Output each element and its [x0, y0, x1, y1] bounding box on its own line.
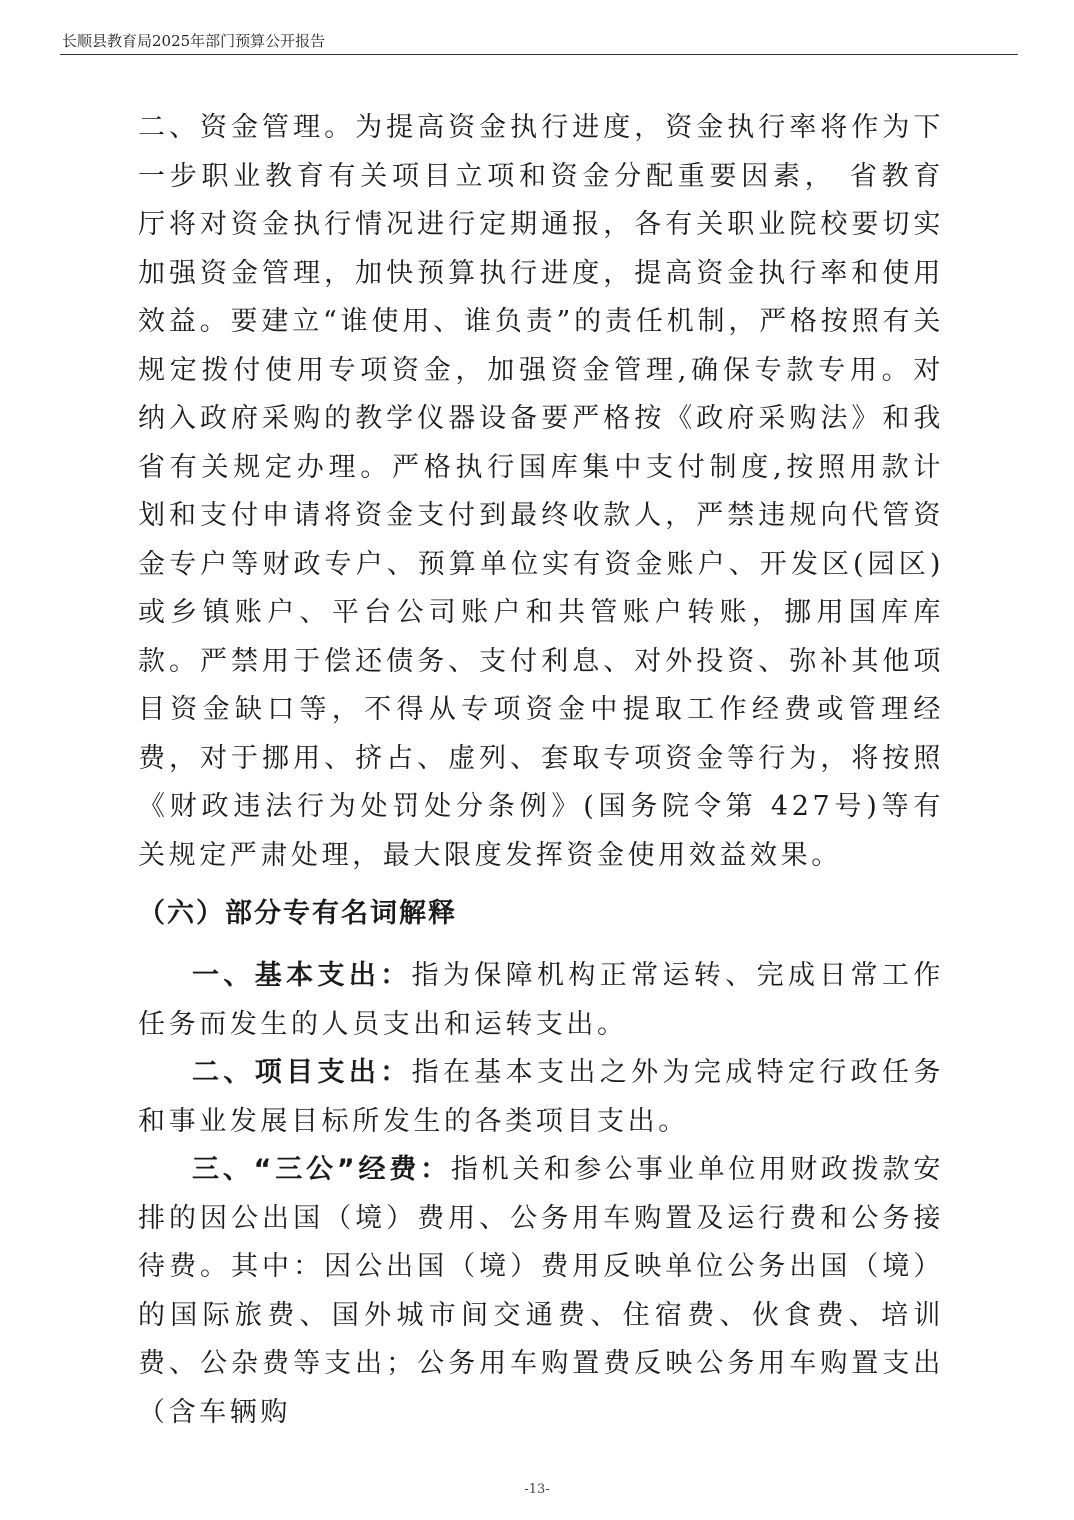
section-heading-terms: （六）部分专有名词解释 — [138, 898, 457, 929]
term-definition-three-public-funds — [138, 1146, 944, 1437]
term-label: 三、“三公”经费： — [192, 1154, 451, 1185]
document-body — [138, 104, 944, 1437]
term-label: 一、基本支出： — [192, 960, 412, 991]
header-divider — [60, 54, 1018, 55]
term-definition-basic-expenditure — [138, 952, 944, 1049]
term-text: 指为保障机构正常运转、完成日常工作任务而发生的人员支出和运转支出。 — [138, 960, 945, 1040]
term-label: 二、项目支出： — [192, 1057, 412, 1088]
term-definition-project-expenditure — [138, 1049, 944, 1146]
document-header-title: 长顺县教育局2025年部门预算公开报告 — [62, 32, 326, 50]
page-number: -13- — [524, 1482, 550, 1497]
term-text: 指在基本支出之外为完成特定行政任务和事业发展目标所发生的各类项目支出。 — [138, 1057, 945, 1137]
paragraph-fund-management: 二、资金管理。为提高资金执行进度，资金执行率将作为下一步职业教育有关项目立项和资金分配重要因素， 省教育厅将对资金执行情况进行定期通报，各有关职业院校要切实加强资金管理，加快预算执行进度，提高资金执行率和使用效益。要建立“谁使用、谁负责”的责任机制，严格按照有关规定拨付使用专项资金，加强资金管理,确保专款专用。对纳入政府采购的教学仪器设备要严格按《政府采购法》和我省有关规定办理。严格执行国库集中支付制度,按照用款计划和支付申请将资金支付到最终收款人，严禁违规向代管资金专户等财政专户、预算单位实有资金账户、开发区(园区)或乡镇账户、平台公司账户和共管账户转账，挪用国库库款。严禁用于偿还债务、支付利息、对外投资、弥补其他项目资金缺口等，不得从专项资金中提取工作经费或管理经费，对于挪用、挤占、虚列、套取专项资金等行为，将按照《财政违法行为处罚处分条例》(国务院令第 427号)等有关规定严肃处理，最大限度发挥资金使用效益效果。 — [138, 112, 944, 871]
term-text: 指机关和参公事业单位用财政拨款安排的因公出国（境）费用、公务用车购置及运行费和公务接待费。其中：因公出国（境）费用反映单位公务出国（境）的国际旅费、国外城市间交通费、住宿费、伙食费、培训费、公杂费等支出；公务用车购置费反映公务用车购置支出（含车辆购 — [138, 1154, 944, 1428]
